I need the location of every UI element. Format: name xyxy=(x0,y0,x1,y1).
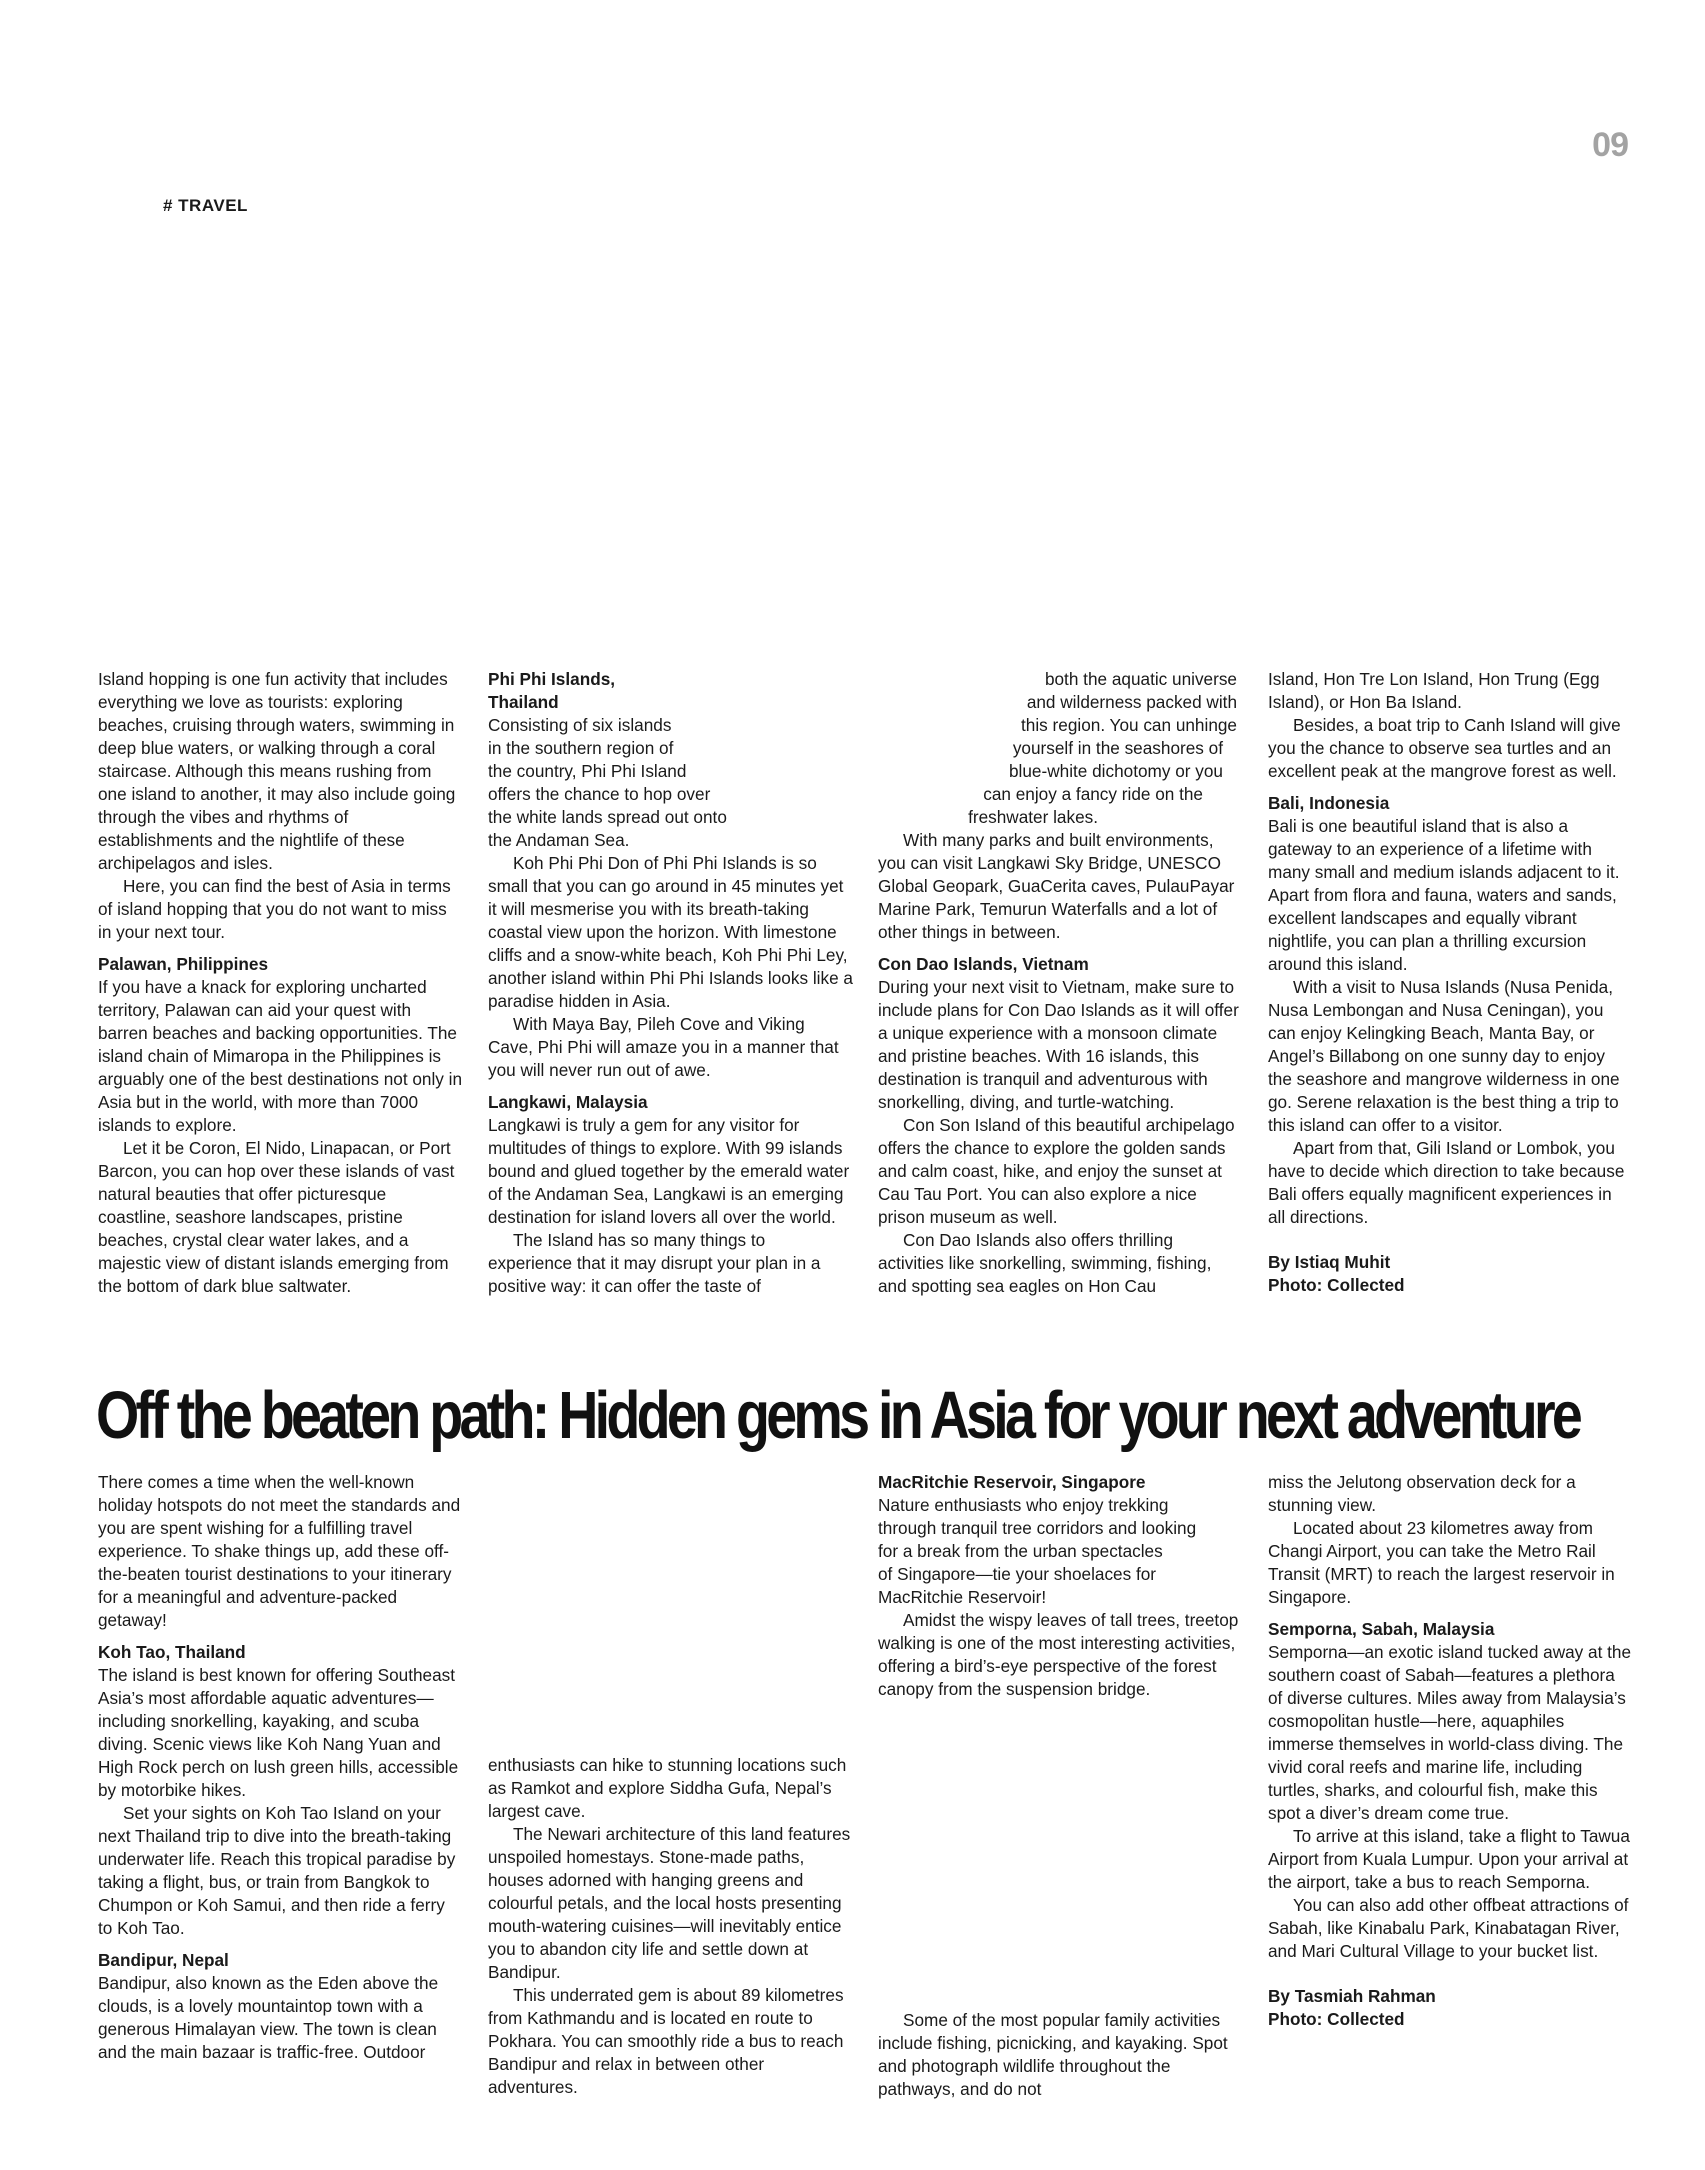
subheading-semporna: Semporna, Sabah, Malaysia xyxy=(1268,1619,1495,1639)
article1-column-4 xyxy=(1268,668,1633,1297)
body-paragraph: This underrated gem is about 89 kilometres from Kathmandu and is located en route to Pokhara. You can smoothly ride a bus to reach Bandipur and relax in between other adventures. xyxy=(488,1985,844,2097)
body-paragraph: Some of the most popular family activities include fishing, picnicking, and kayaking. Spot and photograph wildlife throughout the pathways, and do not xyxy=(878,2010,1228,2099)
body-paragraph: Koh Phi Phi Don of Phi Phi Islands is so small that you can go around in 45 minutes yet it will mesmerise you with its breath-taking coastal view upon the horizon. With limestone cliffs and a snow-white beach, Koh Phi Phi Ley, another island within Phi Phi Islands looks like a paradise hidden in Asia. xyxy=(488,853,853,1011)
body-paragraph: Bandipur, also known as the Eden above the clouds, is a lovely mountaintop town with a generous Himalayan view. The town is clean and the main bazaar is traffic-free. Outdoor xyxy=(98,1973,439,2062)
subheading-phiphi: Phi Phi Islands, Thailand xyxy=(488,669,616,712)
body-paragraph: Consisting of six islands in the southern region of the country, Phi Phi Island offers the chance to hop over the white lands spread out onto the Andaman Sea. xyxy=(488,715,727,850)
body-paragraph: To arrive at this island, take a flight to Tawua Airport from Kuala Lumpur. Upon your arrival at the airport, take a bus to reach Semporna. xyxy=(1268,1826,1630,1892)
subheading-condao: Con Dao Islands, Vietnam xyxy=(878,954,1089,974)
body-paragraph: miss the Jelutong observation deck for a stunning view. xyxy=(1268,1472,1576,1515)
article1-column-1 xyxy=(98,668,463,1298)
article2-column-3-bottom xyxy=(878,2009,1243,2101)
body-paragraph: both the aquatic universe and wilderness packed with this region. You can unhinge yourself in the seashores of blue-white dichotomy or you can enjoy a fancy ride on the freshwater lakes. xyxy=(968,669,1237,827)
subheading-bali: Bali, Indonesia xyxy=(1268,793,1390,813)
article2-column-4 xyxy=(1268,1471,1633,2031)
body-paragraph: Island, Hon Tre Lon Island, Hon Trung (Egg Island), or Hon Ba Island. xyxy=(1268,669,1600,712)
body-paragraph: With Maya Bay, Pileh Cove and Viking Cave, Phi Phi will amaze you in a manner that you will never run out of awe. xyxy=(488,1014,839,1080)
body-paragraph: Located about 23 kilometres away from Changi Airport, you can take the Metro Rail Transit (MRT) to reach the largest reservoir in Singapore. xyxy=(1268,1518,1615,1607)
body-paragraph: The island is best known for offering Southeast Asia’s most affordable aquatic adventures—including snorkelling, kayaking, and scuba diving. Scenic views like Koh Nang Yuan and High Rock perch on lush green hills, accessible by motorbike hikes. xyxy=(98,1665,459,1800)
byline xyxy=(1268,1251,1633,1297)
article1-column-3 xyxy=(878,668,1243,1298)
byline xyxy=(1268,1985,1633,2031)
body-paragraph: With a visit to Nusa Islands (Nusa Penida, Nusa Lembongan and Nusa Ceningan), you can enjoy Kelingking Beach, Manta Bay, or Angel’s Billabong on one sunny day to enjoy the seashore and mangrove wilderness in one go. Serene relaxation is the best thing a trip to this island can offer to a visitor. xyxy=(1268,977,1620,1135)
article-headline: Off the beaten path: Hidden gems in Asia for your next adventure xyxy=(96,1378,1580,1453)
body-paragraph: Nature enthusiasts who enjoy trekking through tranquil tree corridors and looking for a break from the urban spectacles of Singapore—tie your shoelaces for MacRitchie Reservoir! xyxy=(878,1495,1197,1607)
body-paragraph: Con Dao Islands also offers thrilling activities like snorkelling, swimming, fishing, and spotting sea eagles on Hon Cau xyxy=(878,1230,1212,1296)
body-paragraph: You can also add other offbeat attractions of Sabah, like Kinabalu Park, Kinabatagan River, and Mari Cultural Village to your bucket list. xyxy=(1268,1895,1629,1961)
photo-credit: Photo: Collected xyxy=(1268,2009,1405,2029)
subheading-kohtao: Koh Tao, Thailand xyxy=(98,1642,246,1662)
article2-column-2 xyxy=(488,1754,853,2099)
body-paragraph: Set your sights on Koh Tao Island on your next Thailand trip to dive into the breath-taking underwater life. Reach this tropical paradise by taking a flight, bus, or train from Bangkok to Chumpon or Koh Samui, and then ride a ferry to Koh Tao. xyxy=(98,1803,456,1938)
body-paragraph: Langkawi is truly a gem for any visitor for multitudes of things to explore. With 99 islands bound and glued together by the emerald water of the Andaman Sea, Langkawi is an emerging destination for island lovers all over the world. xyxy=(488,1115,850,1227)
photo-credit: Photo: Collected xyxy=(1268,1275,1405,1295)
body-paragraph: enthusiasts can hike to stunning locations such as Ramkot and explore Siddha Gufa, Nepal’s largest cave. xyxy=(488,1755,847,1821)
author-credit: By Istiaq Muhit xyxy=(1268,1252,1391,1272)
body-paragraph: Apart from that, Gili Island or Lombok, you have to decide which direction to take because Bali offers equally magnificent experiences in all directions. xyxy=(1268,1138,1625,1227)
body-paragraph: If you have a knack for exploring uncharted territory, Palawan can aid your quest with barren beaches and backing opportunities. The island chain of Mimaropa in the Philippines is arguably one of the best destinations not only in Asia but in the world, with more than 7000 islands to explore. xyxy=(98,977,463,1135)
body-paragraph: Amidst the wispy leaves of tall trees, treetop walking is one of the most interesting activities, offering a bird’s-eye perspective of the forest canopy from the suspension bridge. xyxy=(878,1610,1239,1699)
page-number: 09 xyxy=(1592,126,1628,164)
subheading-macritchie: MacRitchie Reservoir, Singapore xyxy=(878,1472,1146,1492)
section-tag: # TRAVEL xyxy=(163,196,248,215)
article2-column-1 xyxy=(98,1471,463,2064)
subheading-palawan: Palawan, Philippines xyxy=(98,954,269,974)
intro-paragraph: Here, you can find the best of Asia in terms of island hopping that you do not want to miss in your next tour. xyxy=(98,876,451,942)
body-paragraph: Semporna—an exotic island tucked away at the southern coast of Sabah—features a plethora of diverse cultures. Miles away from Malaysia’s cosmopolitan hustle—here, aquaphiles immerse themselves in world-class diving. The vivid coral reefs and marine life, including turtles, sharks, and colourful fish, make this spot a diver’s dream come true. xyxy=(1268,1642,1632,1823)
author-credit: By Tasmiah Rahman xyxy=(1268,1986,1436,2006)
subheading-bandipur: Bandipur, Nepal xyxy=(98,1950,229,1970)
subheading-langkawi: Langkawi, Malaysia xyxy=(488,1092,648,1112)
article1-column-2 xyxy=(488,668,853,1298)
body-paragraph: Let it be Coron, El Nido, Linapacan, or Port Barcon, you can hop over these islands of vast natural beauties that offer picturesque coastline, seashore landscapes, pristine beaches, crystal clear water lakes, and a majestic view of distant islands emerging from the bottom of dark blue saltwater. xyxy=(98,1138,455,1296)
body-paragraph: During your next visit to Vietnam, make sure to include plans for Con Dao Islands as it will offer a unique experience with a monsoon climate and pristine beaches. With 16 islands, this destination is tranquil and adventurous with snorkelling, diving, and turtle-watching. xyxy=(878,977,1239,1112)
body-paragraph: The Island has so many things to experience that it may disrupt your plan in a positive way: it can offer the taste of xyxy=(488,1230,821,1296)
intro-paragraph: Island hopping is one fun activity that includes everything we love as tourists: exploring beaches, cruising through waters, swimming in deep blue waters, or walking through a coral staircase. Although this means rushing from one island to another, it may also include going through the vibes and rhythms of establishments and the nightlife of these archipelagos and isles. xyxy=(98,669,456,873)
body-paragraph: Con Son Island of this beautiful archipelago offers the chance to explore the golden sands and calm coast, hike, and enjoy the sunset at Cau Tau Port. You can also explore a nice prison museum as well. xyxy=(878,1115,1235,1227)
body-paragraph: The Newari architecture of this land features unspoiled homestays. Stone-made paths, houses adorned with hanging greens and colourful petals, and the local hosts presenting mouth-watering cuisines—will inevitably entice you to abandon city life and settle down at Bandipur. xyxy=(488,1824,851,1982)
body-paragraph: With many parks and built environments, you can visit Langkawi Sky Bridge, UNESCO Global Geopark, GuaCerita caves, PulauPayar Marine Park, Temurun Waterfalls and a lot of other things in between. xyxy=(878,830,1235,942)
body-paragraph: Besides, a boat trip to Canh Island will give you the chance to observe sea turtles and an excellent peak at the mangrove forest as well. xyxy=(1268,715,1621,781)
body-paragraph: Bali is one beautiful island that is also a gateway to an experience of a lifetime with many small and medium islands adjacent to it. Apart from flora and fauna, waters and sands, excellent landscapes and equally vibrant nightlife, you can plan a thrilling excursion around this island. xyxy=(1268,816,1620,974)
article2-column-3-top xyxy=(878,1471,1243,1701)
intro-paragraph: There comes a time when the well-known holiday hotspots do not meet the standards and you are spent wishing for a fulfilling travel experience. To shake things up, add these off-the-beaten tourist destinations to your itinerary for a meaningful and adventure-packed getaway! xyxy=(98,1472,461,1630)
